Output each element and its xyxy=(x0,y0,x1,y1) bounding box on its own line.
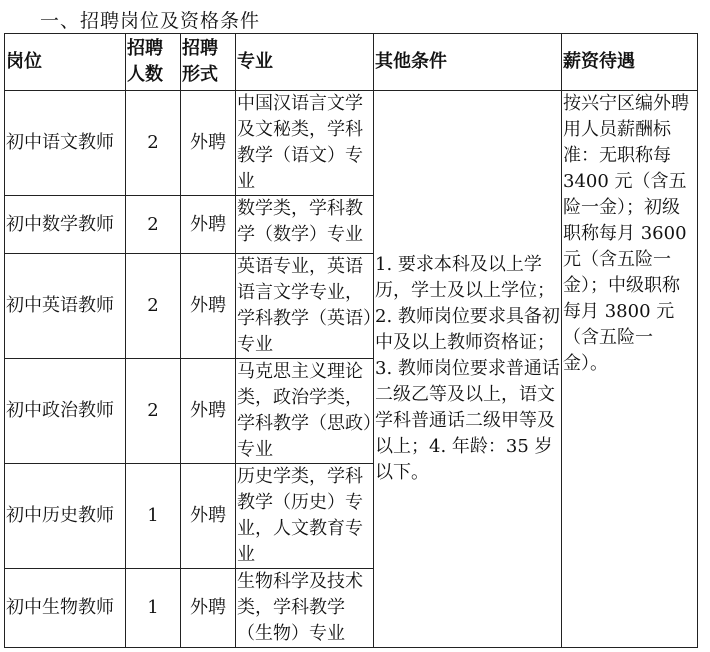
form-cell: 外聘 xyxy=(181,254,236,359)
form-cell: 外聘 xyxy=(181,359,236,464)
count-cell: 1 xyxy=(126,464,181,569)
position-cell: 初中政治教师 xyxy=(5,359,126,464)
form-cell: 外聘 xyxy=(181,569,236,648)
header-salary: 薪资待遇 xyxy=(562,34,698,91)
position-cell: 初中历史教师 xyxy=(5,464,126,569)
major-cell: 数学类，学科教学（数学）专业 xyxy=(236,196,374,254)
major-cell: 马克思主义理论类，政治学类，学科教学（思政）专业 xyxy=(236,359,374,464)
table-header-row xyxy=(5,34,698,91)
table-row xyxy=(5,91,698,196)
form-cell: 外聘 xyxy=(181,196,236,254)
recruitment-table xyxy=(4,33,698,648)
count-cell: 2 xyxy=(126,359,181,464)
count-cell: 2 xyxy=(126,254,181,359)
position-cell: 初中数学教师 xyxy=(5,196,126,254)
major-cell: 中国汉语言文学及文秘类，学科教学（语文）专业 xyxy=(236,91,374,196)
header-position: 岗位 xyxy=(5,34,126,91)
position-cell: 初中生物教师 xyxy=(5,569,126,648)
header-count: 招聘人数 xyxy=(126,34,181,91)
header-form: 招聘形式 xyxy=(181,34,236,91)
header-major: 专业 xyxy=(236,34,374,91)
major-cell: 生物科学及技术类，学科教学（生物）专业 xyxy=(236,569,374,648)
position-cell: 初中英语教师 xyxy=(5,254,126,359)
count-cell: 2 xyxy=(126,196,181,254)
form-cell: 外聘 xyxy=(181,91,236,196)
form-cell: 外聘 xyxy=(181,464,236,569)
count-cell: 2 xyxy=(126,91,181,196)
major-cell: 英语专业，英语语言文学专业，学科教学（英语）专业 xyxy=(236,254,374,359)
salary-cell: 按兴宁区编外聘用人员薪酬标准：无职称每 3400 元（含五险一金）；初级职称每月 3600 元（含五险一金）；中级职称每月 3800 元（含五险一金）。 xyxy=(562,91,698,648)
section-title: 一、招聘岗位及资格条件 xyxy=(40,10,261,32)
major-cell: 历史学类，学科教学（历史）专业，人文教育专业 xyxy=(236,464,374,569)
other-conditions-cell: 1. 要求本科及以上学历，学士及以上学位；2. 教师岗位要求具备初中及以上教师资格证；3. 教师岗位要求普通话二级乙等及以上，语文学科普通话二级甲等及以上；4. 年龄：35 岁以下。 xyxy=(374,91,562,648)
position-cell: 初中语文教师 xyxy=(5,91,126,196)
count-cell: 1 xyxy=(126,569,181,648)
header-other: 其他条件 xyxy=(374,34,562,91)
